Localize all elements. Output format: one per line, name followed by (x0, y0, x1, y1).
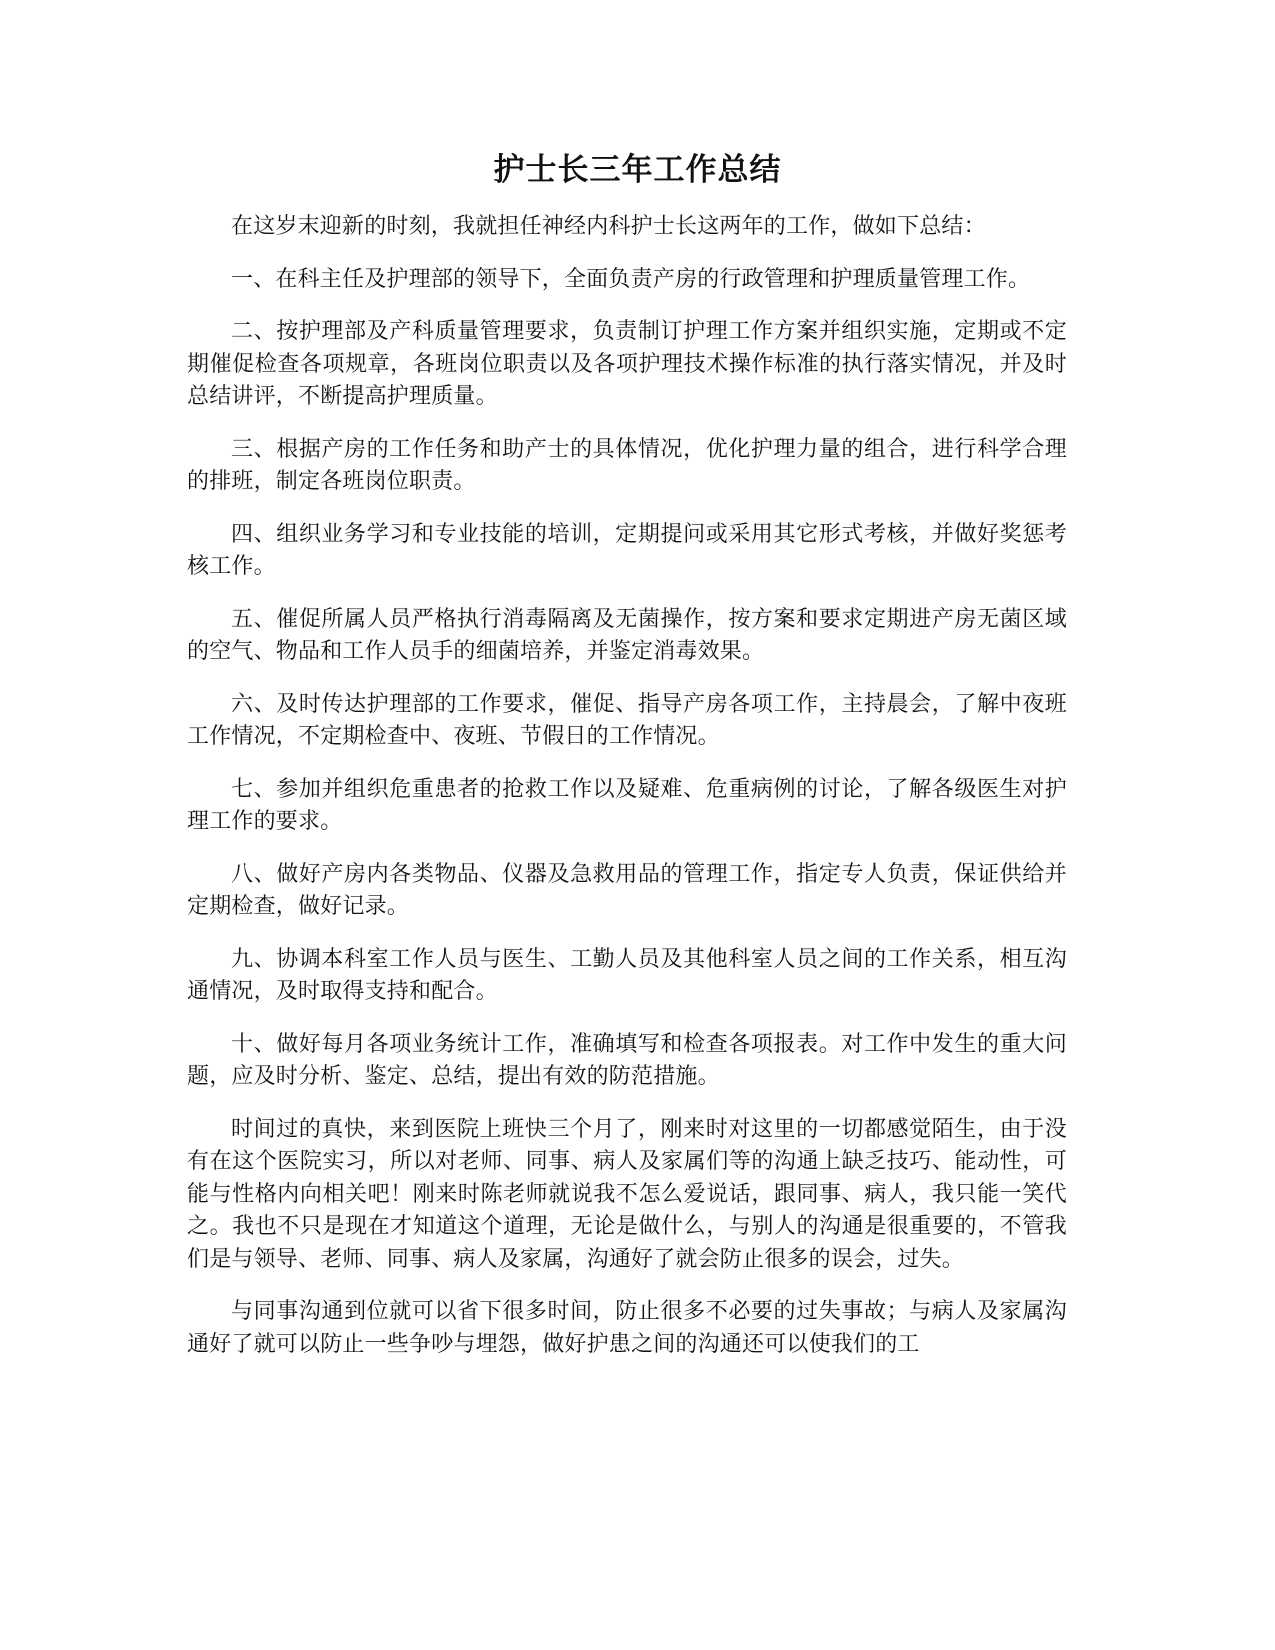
paragraph-item-8: 八、做好产房内各类物品、仪器及急救用品的管理工作，指定专人负责，保证供给并定期检查，做好记录。 (187, 861, 1067, 919)
paragraph-item-1: 一、在科主任及护理部的领导下，全面负责产房的行政管理和护理质量管理工作。 (231, 266, 1031, 292)
paragraph-item-10: 十、做好每月各项业务统计工作，准确填写和检查各项报表。对工作中发生的重大问题，应及时分析、鉴定、总结，提出有效的防范措施。 (187, 1031, 1067, 1089)
paragraph-intro: 在这岁末迎新的时刻，我就担任神经内科护士长这两年的工作，做如下总结： (231, 214, 986, 239)
paragraph-item-9: 九、协调本科室工作人员与医生、工勤人员及其他科室人员之间的工作关系，相互沟通情况，及时取得支持和配合。 (187, 946, 1067, 1004)
paragraph-item-5: 五、催促所属人员严格执行消毒隔离及无菌操作，按方案和要求定期进产房无菌区域的空气、物品和工作人员手的细菌培养，并鉴定消毒效果。 (187, 606, 1067, 664)
paragraph-reflection: 时间过的真快，来到医院上班快三个月了，刚来时对这里的一切都感觉陌生，由于没有在这个医院实习，所以对老师、同事、病人及家属们等的沟通上缺乏技巧、能动性，可能与性格内向相关吧！刚来时陈老师就说我不怎么爱说话，跟同事、病人，我只能一笑代之。我也不只是现在才知道这个道理，无论是做什么，与别人的沟通是很重要的，不管我们是与领导、老师、同事、病人及家属，沟通好了就会防止很多的误会，过失。 (187, 1116, 1067, 1272)
paragraph-communication: 与同事沟通到位就可以省下很多时间，防止很多不必要的过失事故；与病人及家属沟通好了就可以防止一些争吵与埋怨，做好护患之间的沟通还可以使我们的工 (187, 1299, 1067, 1357)
document-title: 护士长三年工作总结 (493, 152, 782, 188)
document-body (187, 211, 1067, 1381)
paragraph-item-7: 七、参加并组织危重患者的抢救工作以及疑难、危重病例的讨论，了解各级医生对护理工作的要求。 (187, 776, 1067, 834)
paragraph-item-2: 二、按护理部及产科质量管理要求，负责制订护理工作方案并组织实施，定期或不定期催促检查各项规章，各班岗位职责以及各项护理技术操作标准的执行落实情况，并及时总结讲评，不断提高护理质量。 (187, 319, 1067, 409)
paragraph-item-3: 三、根据产房的工作任务和助产士的具体情况，优化护理力量的组合，进行科学合理的排班，制定各班岗位职责。 (187, 436, 1067, 494)
paragraph-item-6: 六、及时传达护理部的工作要求，催促、指导产房各项工作，主持晨会，了解中夜班工作情况，不定期检查中、夜班、节假日的工作情况。 (187, 691, 1067, 749)
paragraph-item-4: 四、组织业务学习和专业技能的培训，定期提问或采用其它形式考核，并做好奖惩考核工作。 (187, 521, 1067, 579)
